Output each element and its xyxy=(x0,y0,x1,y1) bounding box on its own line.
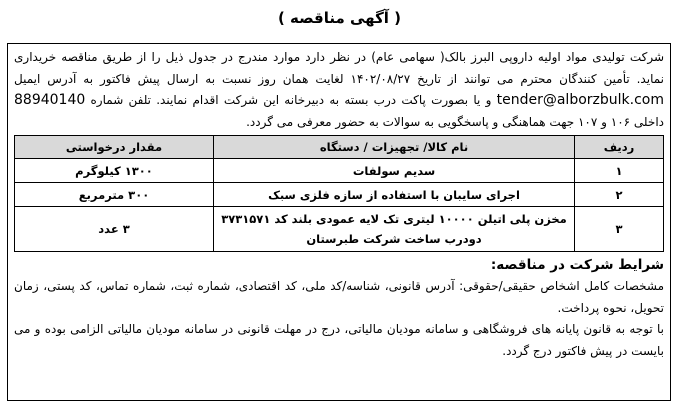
conditions-heading: شرایط شرکت در مناقصه: xyxy=(490,257,664,273)
row-number-cell: ۳ xyxy=(575,207,664,252)
conditions-paragraph-2: با توجه به قانون پایانه های فروشگاهی و سامانه مودیان مالیاتی، درج در مهلت قانونی در سامانه مودیان مالیاتی الزامی بوده و می بایست در پیش فاکتور درج گردد. xyxy=(14,322,664,358)
item-name-cell: مخزن پلی اتیلن ۱۰۰۰۰ لیتری تک لایه عمودی بلند کد ۳۷۳۱۵۷۱ دودرب ساخت شرکت طبرستان xyxy=(214,207,575,252)
header-quantity: مقدار درخواستی xyxy=(15,136,214,159)
intro-text-2: و یا بصورت پاکت درب بسته به دبیرخانه این شرکت اقدام نمایند. تلفن شماره xyxy=(90,93,492,107)
email-address: tender@alborzbulk.com xyxy=(496,92,664,108)
notice-title: ( آگهی مناقصه ) xyxy=(277,9,402,27)
notice-frame xyxy=(7,43,671,401)
header-row-number: ردیف xyxy=(575,136,664,159)
intro-text-3: داخلی ۱۰۶ و ۱۰۷ جهت هماهنگی و پاسخگویی به سوالات به حضور معرفی می گردد. xyxy=(246,114,664,129)
quantity-cell: ۳۰۰ مترمربع xyxy=(15,183,214,207)
row-number-cell: ۱ xyxy=(575,159,664,183)
table-row xyxy=(15,183,664,207)
item-name-cell: سدیم سولفات xyxy=(214,159,575,183)
intro-text-1: شرکت تولیدی مواد اولیه داروپی البرز بالک( سهامی عام) در نظر دارد موارد مندرج در جدول ذیل را از طریق مناقصه خریداری نماید. تأمین کنندگان محترم می توانند از تاریخ ۱۴۰۲/۰۸/۲۷ لغایت همان روز نسبت به ارسال پیش فاکتور به آدرس ایمیل xyxy=(14,50,664,86)
phone-number: 88940140 xyxy=(14,92,86,108)
header-item-name: نام کالا/ تجهیزات / دستگاه xyxy=(214,136,575,159)
table-row xyxy=(15,159,664,183)
conditions-paragraph-1: مشخصات کامل اشخاص حقیقی/حقوقی: آدرس قانونی، شناسه/کد ملی، کد اقتصادی، شماره ثبت، شماره تماس، کد پستی، زمان تحویل، نحوه پرداخت. xyxy=(14,279,664,315)
quantity-cell: ۱۳۰۰ کیلوگرم xyxy=(15,159,214,183)
item-name-cell: اجرای سایبان با استفاده از سازه فلزی سبک xyxy=(214,183,575,207)
quantity-cell: ۳ عدد xyxy=(15,207,214,252)
table-header-row xyxy=(15,136,664,159)
row-number-cell: ۲ xyxy=(575,183,664,207)
items-table xyxy=(14,135,664,252)
intro-paragraph xyxy=(14,47,664,133)
table-row xyxy=(15,207,664,252)
